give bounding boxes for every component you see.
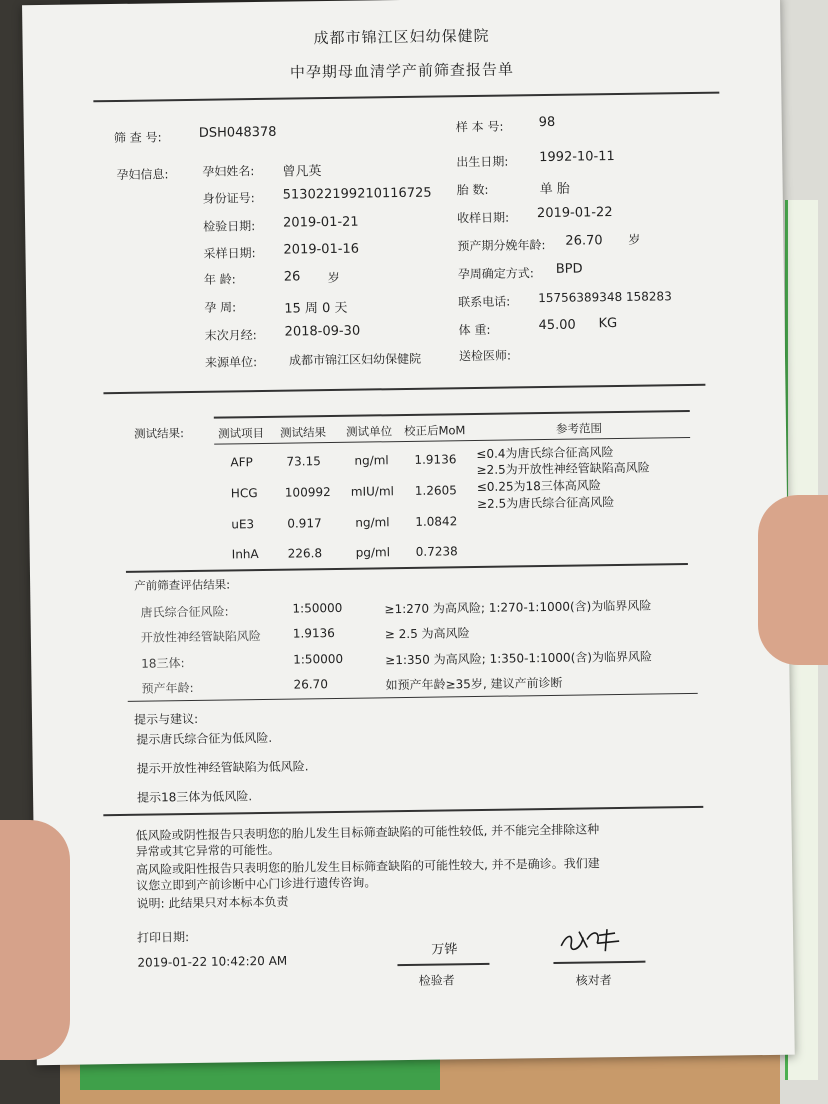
table-cell: InhA: [231, 547, 259, 562]
age-label: 年 龄:: [203, 272, 236, 287]
print-date-label: 打印日期:: [136, 930, 190, 945]
col-header-mom: 校正后MoM: [403, 423, 466, 438]
reviewer-signature: [557, 925, 627, 956]
receive-date-label: 收样日期:: [456, 210, 510, 226]
phone-label: 联系电话:: [458, 294, 511, 310]
tester-name: 万铧: [431, 942, 458, 958]
table-cell: 0.7238: [415, 544, 458, 559]
ga-method: BPD: [555, 261, 583, 277]
advice-line: 提示18三体为低风险.: [137, 789, 253, 805]
collect-date: 2019-01-16: [283, 241, 360, 258]
reviewer-signature-line: [553, 961, 645, 964]
assessment-note: ≥1:270 为高风险; 1:270-1:1000(含)为临界风险: [384, 598, 652, 617]
table-cell: uE3: [231, 517, 255, 532]
results-label: 测试结果:: [133, 426, 184, 441]
receive-date: 2019-01-22: [536, 205, 613, 222]
hand-left: [0, 820, 70, 1060]
reviewer-label: 核对者: [575, 973, 612, 988]
reference-line: ≥2.5为开放性神经管缺陷高风险: [476, 460, 650, 477]
divider: [103, 384, 705, 394]
table-cell: 100992: [284, 485, 331, 500]
due-age-label: 预产期分娩年龄:: [457, 238, 546, 254]
col-header-reference: 参考范围: [555, 421, 603, 436]
table-cell: 0.917: [287, 516, 322, 531]
source-unit: 成都市锦江区妇幼保健院: [288, 351, 422, 368]
table-cell: 1.0842: [415, 514, 458, 529]
sample-no: 98: [538, 114, 556, 131]
reference-line: ≥2.5为唐氏综合征高风险: [476, 495, 615, 511]
table-bottom-rule: [126, 563, 688, 572]
assessment-item-label: 18三体:: [141, 656, 185, 671]
weight: 45.00: [538, 317, 576, 334]
hand-right: [758, 495, 828, 665]
due-age-unit: 岁: [628, 232, 641, 247]
gestational-age: 15 周 0 天: [284, 300, 348, 317]
assessment-item-label: 预产年龄:: [141, 680, 194, 696]
note-high-risk: 高风险或阳性报告只表明您的胎儿发生目标筛查缺陷的可能性较大, 并不是确诊。我们建: [136, 856, 600, 877]
assessment-label: 产前筛查评估结果:: [134, 577, 231, 593]
name-label: 孕妇姓名:: [202, 164, 255, 179]
screen-no-label: 筛 查 号:: [113, 130, 162, 146]
due-age: 26.70: [565, 233, 603, 249]
ga-label: 孕 周:: [204, 300, 237, 315]
assessment-value: 1.9136: [292, 625, 335, 641]
ga-method-label: 孕周确定方式:: [457, 266, 534, 282]
weight-label: 体 重:: [458, 322, 491, 338]
col-header-value: 测试结果: [279, 425, 327, 440]
assessment-value: 1:50000: [292, 600, 343, 616]
table-cell: HCG: [230, 486, 258, 501]
test-date-label: 检验日期:: [203, 219, 256, 234]
dob-label: 出生日期:: [456, 154, 509, 170]
divider: [128, 693, 698, 702]
tester-label: 检验者: [418, 973, 455, 988]
divider: [93, 92, 719, 102]
table-cell: pg/ml: [355, 545, 391, 560]
assessment-note: ≥1:350 为高风险; 1:350-1:1000(含)为临界风险: [385, 649, 653, 668]
table-cell: 1.2605: [414, 483, 457, 498]
print-date: 2019-01-22 10:42:20 AM: [137, 953, 288, 970]
patient-name: 曾凡英: [282, 164, 322, 180]
col-header-unit: 测试单位: [345, 424, 393, 439]
age-unit: 岁: [327, 270, 340, 286]
table-top-rule: [214, 410, 690, 418]
lmp-label: 末次月经:: [204, 328, 257, 343]
assessment-value: 1:50000: [293, 651, 344, 667]
id-number: 513022199210116725: [282, 185, 432, 203]
dob: 1992-10-11: [539, 149, 615, 166]
advice-line: 提示开放性神经管缺陷为低风险.: [136, 759, 309, 776]
sample-no-label: 样 本 号:: [455, 119, 504, 135]
weight-unit: KG: [598, 316, 618, 332]
note-high-risk-cont: 议您立即到产前诊断中心门诊进行遗传咨询。: [136, 875, 377, 893]
phone: 15756389348 158283: [538, 289, 672, 306]
doctor-label: 送检医师:: [458, 348, 512, 364]
table-cell: ng/ml: [354, 453, 389, 468]
assessment-item-label: 唐氏综合征风险:: [140, 604, 229, 620]
fetus-label: 胎 数:: [456, 182, 489, 198]
report-paper: [22, 0, 795, 1065]
table-cell: 73.15: [286, 454, 321, 469]
table-cell: 226.8: [287, 546, 323, 561]
assessment-note: ≥ 2.5 为高风险: [384, 626, 470, 642]
patient-info-label: 孕妇信息:: [116, 167, 169, 182]
advice-line: 提示唐氏综合征为低风险.: [136, 730, 273, 747]
divider: [103, 806, 703, 816]
assessment-note: 如预产年龄≥35岁, 建议产前诊断: [385, 675, 563, 693]
advice-label: 提示与建议:: [133, 711, 199, 727]
table-cell: ng/ml: [355, 515, 390, 530]
collect-date-label: 采样日期:: [203, 246, 256, 261]
tester-signature-line: [397, 963, 489, 966]
disclaimer: 说明: 此结果只对本标本负责: [136, 894, 289, 911]
table-cell: mIU/ml: [350, 484, 395, 499]
assessment-item-label: 开放性神经管缺陷风险: [140, 629, 261, 645]
source-label: 来源单位:: [204, 355, 258, 370]
lmp: 2018-09-30: [284, 323, 361, 340]
note-low-risk: 低风险或阴性报告只表明您的胎儿发生目标筛查缺陷的可能性较低, 并不能完全排除这种: [135, 822, 600, 843]
table-cell: AFP: [230, 455, 253, 470]
fetus-count: 单 胎: [539, 181, 570, 198]
assessment-value: 26.70: [293, 677, 329, 692]
note-low-risk-cont: 异常或其它异常的可能性。: [135, 842, 280, 859]
report-title: 中孕期母血清学产前筛查报告单: [289, 60, 515, 82]
test-date: 2019-01-21: [282, 214, 359, 231]
id-label: 身份证号:: [202, 191, 255, 206]
reference-line: ≤0.25为18三体高风险: [476, 478, 601, 494]
age: 26: [283, 269, 301, 285]
table-cell: 1.9136: [414, 452, 457, 467]
hospital-name: 成都市锦江区妇幼保健院: [313, 26, 490, 48]
reference-line: ≤0.4为唐氏综合征高风险: [476, 445, 614, 461]
screen-no: DSH048378: [198, 124, 277, 141]
col-header-item: 测试项目: [217, 425, 265, 441]
